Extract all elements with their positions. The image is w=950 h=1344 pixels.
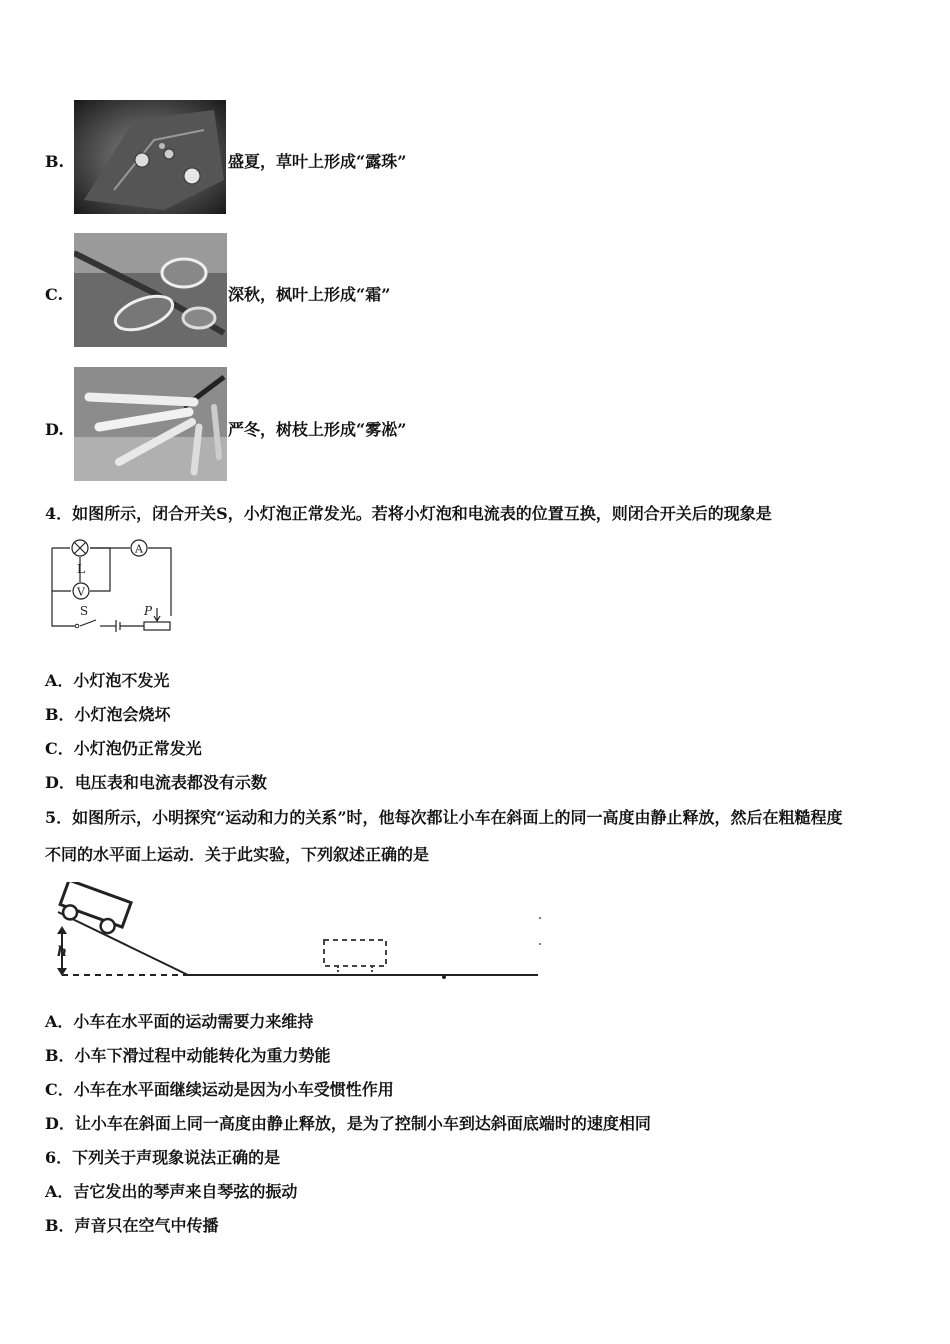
option-text-d: 严冬，树枝上形成“雾凇” xyxy=(228,420,407,439)
q4-option-c: C．小灯泡仍正常发光 xyxy=(45,739,202,758)
lamp-label: L xyxy=(77,562,85,576)
q5-stem-line2: 不同的水平面上运动．关于此实验，下列叙述正确的是 xyxy=(45,845,430,864)
rheostat-label: P xyxy=(143,604,153,618)
q4-option-b: B．小灯泡会烧坏 xyxy=(45,705,171,724)
q4-stem: 4．如图所示，闭合开关S，小灯泡正常发光。若将小灯泡和电流表的位置互换，则闭合开关后的现象是 xyxy=(45,504,772,523)
rime-branch-photo xyxy=(74,367,227,481)
q5-option-c: C．小车在水平面继续运动是因为小车受惯性作用 xyxy=(45,1080,394,1099)
lamp-symbol xyxy=(72,540,88,556)
option-letter-b: B. xyxy=(45,152,65,171)
q6-option-a: A．吉它发出的琴声来自琴弦的振动 xyxy=(45,1182,298,1201)
ammeter-label: A xyxy=(135,542,143,556)
q6-stem: 6．下列关于声现象说法正确的是 xyxy=(45,1148,281,1167)
q6-option-b: B．声音只在空气中传播 xyxy=(45,1216,219,1235)
height-label: h xyxy=(56,944,68,960)
q5-option-d: D．让小车在斜面上同一高度由静止释放，是为了控制小车到达斜面底端时的速度相同 xyxy=(45,1114,651,1133)
incline-cart-diagram xyxy=(48,882,548,984)
voltmeter-label: V xyxy=(77,585,85,599)
q5-option-a: A．小车在水平面的运动需要力来维持 xyxy=(45,1012,314,1031)
switch-label: S xyxy=(79,604,89,618)
q4-option-a: A．小灯泡不发光 xyxy=(45,671,170,690)
option-text-b: 盛夏，草叶上形成“露珠” xyxy=(228,152,407,171)
q5-stem-line1: 5．如图所示，小明探究“运动和力的关系”时，他每次都让小车在斜面上的同一高度由静止释放，然后在粗糙程度 xyxy=(45,808,843,827)
frost-leaf-photo xyxy=(74,233,227,347)
dew-drops-photo xyxy=(74,100,226,214)
circuit-diagram xyxy=(44,536,176,636)
option-letter-c: C. xyxy=(45,285,64,304)
q5-option-b: B．小车下滑过程中动能转化为重力势能 xyxy=(45,1046,331,1065)
option-text-c: 深秋，枫叶上形成“霜” xyxy=(228,285,391,304)
q4-option-d: D．电压表和电流表都没有示数 xyxy=(45,773,267,792)
option-letter-d: D. xyxy=(45,420,64,439)
